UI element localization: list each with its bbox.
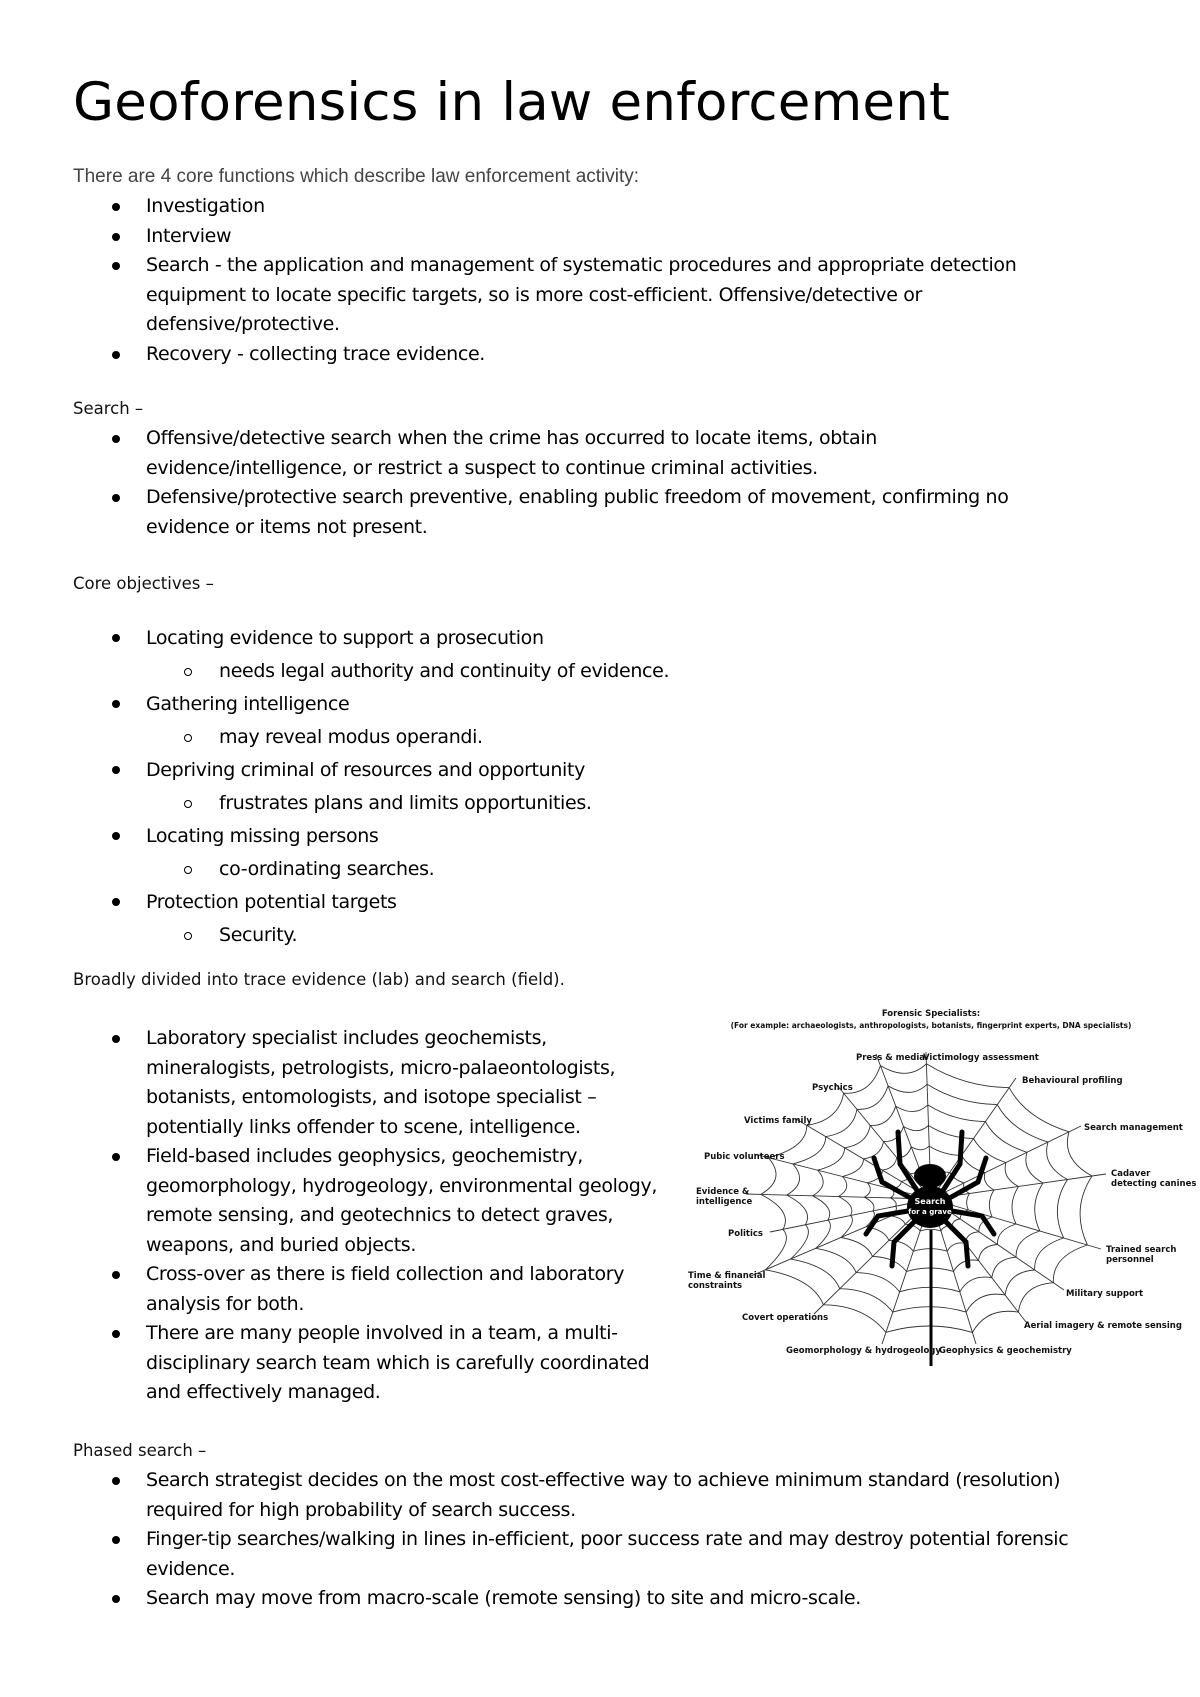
- bullet-icon: [112, 700, 120, 708]
- circle-bullet-icon: [184, 668, 192, 676]
- list-item: Investigation: [0, 192, 1200, 222]
- specialist-list: [0, 1024, 660, 1408]
- bullet-icon: [112, 351, 120, 359]
- list-item: Protection potential targets: [0, 886, 1200, 919]
- bullet-icon: [112, 1477, 120, 1485]
- web-center-label-2: for a grave: [908, 1208, 952, 1216]
- list-item: There are many people involved in a team, a multi-disciplinary search team which is carefully coordinated and effectively managed.: [0, 1319, 660, 1408]
- broad-division-text: Broadly divided into trace evidence (lab) and search (field).: [73, 970, 565, 989]
- list-item: Field-based includes geophysics, geochemistry, geomorphology, hydrogeology, environmental geology, remote sensing, and geotechnics to detect graves, weapons, and buried objects.: [0, 1142, 660, 1260]
- spider-web-diagram: [686, 1004, 1197, 1369]
- label-geophysics: Geophysics & geochemistry: [939, 1346, 1072, 1356]
- label-search-management: Search management: [1084, 1123, 1183, 1133]
- list-item: Interview: [0, 222, 1200, 252]
- page-title: Geoforensics in law enforcement: [73, 72, 950, 133]
- bullet-icon: [112, 634, 120, 642]
- search-heading: Search –: [73, 399, 144, 418]
- list-item: Locating evidence to support a prosecution: [0, 622, 1200, 655]
- search-list: [0, 424, 1200, 542]
- label-trained-search: Trained search: [1106, 1245, 1177, 1255]
- label-behavioural: Behavioural profiling: [1022, 1076, 1123, 1086]
- circle-bullet-icon: [184, 932, 192, 940]
- circle-bullet-icon: [184, 866, 192, 874]
- bullet-icon: [112, 1035, 120, 1043]
- list-item: Laboratory specialist includes geochemists, mineralogists, petrologists, micro-palaeontologists, botanists, entomologists, and isotope specialist – potentially links offender to scene, intelligence.: [0, 1024, 660, 1142]
- bullet-icon: [112, 262, 120, 270]
- label-cadaver: Cadaver: [1111, 1169, 1151, 1179]
- bullet-icon: [112, 1153, 120, 1161]
- sub-list-item: may reveal modus operandi.: [0, 721, 1200, 754]
- list-item: Offensive/detective search when the crime has occurred to locate items, obtain evidence/intelligence, or restrict a suspect to continue criminal activities.: [0, 424, 1200, 483]
- bullet-icon: [112, 1595, 120, 1603]
- label-politics: Politics: [728, 1229, 763, 1239]
- figure-subheader: (For example: archaeologists, anthropologists, botanists, fingerprint experts, DNA specialists): [730, 1021, 1132, 1030]
- intro-text: There are 4 core functions which describe law enforcement activity:: [73, 166, 640, 187]
- list-item: Cross-over as there is field collection and laboratory analysis for both.: [0, 1260, 660, 1319]
- label-victimology: Victimology assessment: [923, 1053, 1039, 1063]
- bullet-icon: [112, 1536, 120, 1544]
- bullet-icon: [112, 494, 120, 502]
- bullet-icon: [112, 1330, 120, 1338]
- phased-search-heading: Phased search –: [73, 1441, 207, 1460]
- sub-list-item: co-ordinating searches.: [0, 853, 1200, 886]
- list-item: Locating missing persons: [0, 820, 1200, 853]
- bullet-icon: [112, 435, 120, 443]
- sub-list-item: frustrates plans and limits opportunities.: [0, 787, 1200, 820]
- list-item: Search - the application and management of systematic procedures and appropriate detection equipment to locate specific targets, so is more cost-efficient. Offensive/detective or defensive/protective.: [0, 251, 1200, 340]
- sub-list-item: needs legal authority and continuity of evidence.: [0, 655, 1200, 688]
- label-military: Military support: [1066, 1289, 1144, 1299]
- figure-header: Forensic Specialists:: [881, 1009, 981, 1019]
- bullet-icon: [112, 898, 120, 906]
- list-item: Defensive/protective search preventive, enabling public freedom of movement, confirming no evidence or items not present.: [0, 483, 1200, 542]
- circle-bullet-icon: [184, 800, 192, 808]
- label-evidence: Evidence &: [696, 1187, 750, 1197]
- list-item: Finger-tip searches/walking in lines in-efficient, poor success rate and may destroy potential forensic evidence.: [0, 1525, 1200, 1584]
- core-objectives-list: [0, 622, 1200, 952]
- circle-bullet-icon: [184, 734, 192, 742]
- bullet-icon: [112, 1271, 120, 1279]
- bullet-icon: [112, 203, 120, 211]
- list-item: Gathering intelligence: [0, 688, 1200, 721]
- list-item: Search may move from macro-scale (remote sensing) to site and micro-scale.: [0, 1584, 1200, 1614]
- label-aerial: Aerial imagery & remote sensing: [1024, 1321, 1182, 1331]
- sub-list-item: Security.: [0, 919, 1200, 952]
- search-web-figure: [686, 1004, 1197, 1369]
- list-item: Depriving criminal of resources and opportunity: [0, 754, 1200, 787]
- label-time-financial: Time & financial: [688, 1271, 766, 1281]
- label-geomorphology: Geomorphology & hydrogeology: [786, 1346, 941, 1356]
- core-objectives-heading: Core objectives –: [73, 574, 214, 593]
- label-victims-family: Victims family: [744, 1116, 812, 1126]
- label-covert: Covert operations: [742, 1313, 829, 1323]
- phased-search-list: [0, 1466, 1200, 1614]
- label-cadaver-2: detecting canines: [1111, 1179, 1197, 1189]
- label-psychics: Psychics: [812, 1083, 853, 1093]
- bullet-icon: [112, 766, 120, 774]
- web-center-label-1: Search: [914, 1197, 946, 1206]
- list-item: Recovery - collecting trace evidence.: [0, 340, 1200, 370]
- bullet-icon: [112, 832, 120, 840]
- label-press-media: Press & media: [856, 1053, 925, 1063]
- label-trained-search-2: personnel: [1106, 1255, 1154, 1265]
- core-functions-list: [0, 192, 1200, 369]
- label-time-financial-2: constraints: [688, 1281, 743, 1291]
- list-item: Search strategist decides on the most cost-effective way to achieve minimum standard (resolution) required for high probability of search success.: [0, 1466, 1200, 1525]
- label-public-volunteers: Pubic volunteers: [704, 1152, 785, 1162]
- bullet-icon: [112, 233, 120, 241]
- label-evidence-2: intelligence: [696, 1197, 753, 1207]
